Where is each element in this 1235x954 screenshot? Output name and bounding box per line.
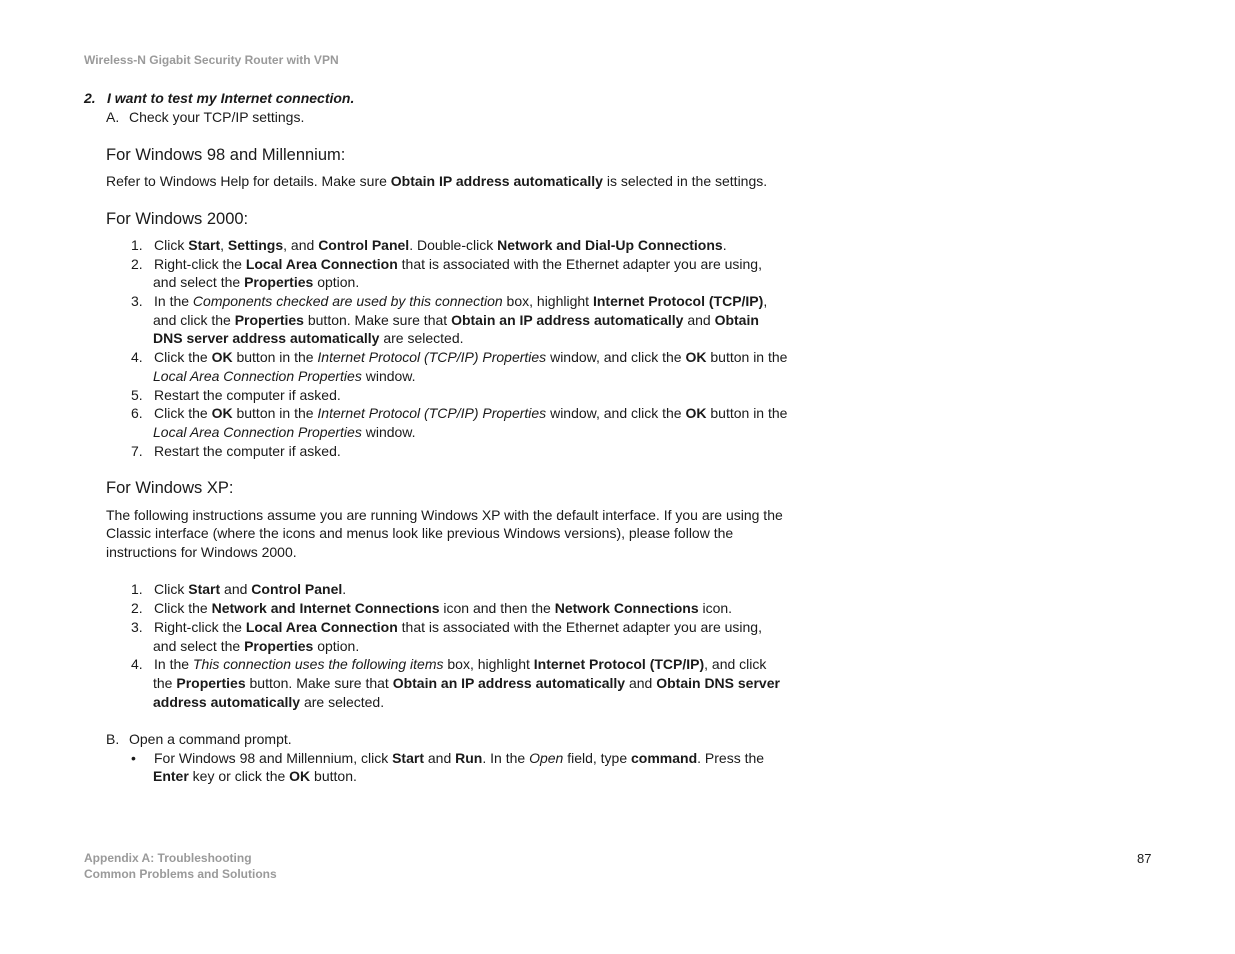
- text-run: ,: [763, 293, 768, 309]
- item-number: 3.: [131, 293, 143, 309]
- bold-run: Start: [188, 237, 221, 253]
- text-run: are selected.: [379, 330, 464, 346]
- winxp-intro-l3: instructions for Windows 2000.: [106, 544, 297, 560]
- bold-run: command: [631, 750, 698, 766]
- bold-run: Local Area Connection: [245, 256, 398, 272]
- win2000-item-5: [131, 387, 341, 403]
- text-run: and: [625, 675, 657, 691]
- text-run: Click the: [154, 600, 212, 616]
- text-run: the: [153, 675, 177, 691]
- text-run: key or click the: [188, 768, 290, 784]
- text-run: Click: [154, 581, 189, 597]
- bullet-glyph: •: [131, 750, 136, 766]
- step-a: [106, 109, 304, 125]
- item-number: 7.: [131, 443, 143, 459]
- win2000-item-2-cont: [153, 274, 359, 290]
- step-b: [106, 731, 292, 747]
- bold-run: Control Panel: [251, 581, 343, 597]
- text-run: . In the: [482, 750, 530, 766]
- text-run: Right-click the: [154, 256, 246, 272]
- bold-run: Obtain an IP address automatically: [451, 312, 684, 328]
- winxp-item-2: [131, 600, 732, 616]
- item-number: 4.: [131, 349, 143, 365]
- win2000-item-4: [131, 349, 787, 365]
- win2000-item-4-cont: [153, 368, 416, 384]
- step-b-bullet-item: [131, 750, 764, 766]
- bold-run: Network Connections: [554, 600, 699, 616]
- text-run: window.: [361, 424, 416, 440]
- bold-run: Obtain IP address automatically: [390, 173, 603, 189]
- item-number: 1.: [131, 581, 143, 597]
- winxp-intro-l1: The following instructions assume you are running Windows XP with the default interface. If you are using the: [106, 507, 783, 523]
- italic-run: Open: [529, 750, 564, 766]
- text-run: button. Make sure that: [303, 312, 452, 328]
- bold-run: OK: [211, 405, 233, 421]
- text-run: , and: [283, 237, 319, 253]
- bold-run: Obtain: [714, 312, 759, 328]
- text-run: box, highlight: [502, 293, 593, 309]
- bold-run: DNS server address automatically: [153, 330, 380, 346]
- text-run: and select the: [153, 638, 245, 654]
- text-run: Restart the computer if asked.: [154, 387, 341, 403]
- win2000-item-1: [131, 237, 727, 253]
- winxp-item-4-cont: [153, 675, 780, 691]
- italic-run: Local Area Connection Properties: [153, 368, 362, 384]
- text-run: button in the: [706, 349, 788, 365]
- text-run: box, highlight: [443, 656, 534, 672]
- text-run: Right-click the: [154, 619, 246, 635]
- text-run: field, type: [563, 750, 632, 766]
- item-number: 5.: [131, 387, 143, 403]
- win2000-item-2: [131, 256, 762, 272]
- text-run: .: [342, 581, 347, 597]
- text-run: are selected.: [300, 694, 385, 710]
- text-run: and: [683, 312, 715, 328]
- text-run: In the: [154, 656, 193, 672]
- winxp-item-1: [131, 581, 346, 597]
- text-run: and select the: [153, 274, 245, 290]
- bold-run: OK: [289, 768, 311, 784]
- step-b-bullet-item-cont: [153, 768, 357, 784]
- text-run: . Press the: [697, 750, 765, 766]
- text-run: window, and click the: [546, 349, 686, 365]
- bold-run: Obtain DNS server: [656, 675, 780, 691]
- item-number: 1.: [131, 237, 143, 253]
- text-run: button in the: [706, 405, 788, 421]
- step-b-text: Open a command prompt.: [129, 731, 292, 747]
- text-run: window.: [361, 368, 416, 384]
- bold-run: OK: [211, 349, 233, 365]
- footer-section-title: Appendix A: Troubleshooting: [84, 851, 252, 865]
- text-run: . Double-click: [409, 237, 498, 253]
- text-run: .: [722, 237, 727, 253]
- bold-run: address automatically: [153, 694, 301, 710]
- winxp-intro-l2: Classic interface (where the icons and menus look like previous Windows versions), please follow the: [106, 525, 734, 541]
- item-number: 3.: [131, 619, 143, 635]
- win2000-item-3: [131, 293, 767, 309]
- question-number: 2.: [84, 90, 96, 106]
- winxp-item-4: [131, 656, 766, 672]
- win2000-item-3-cont2: [153, 330, 464, 346]
- text-run: and: [220, 581, 252, 597]
- bold-run: Control Panel: [318, 237, 410, 253]
- bold-run: Properties: [244, 274, 314, 290]
- winxp-item-3-cont: [153, 638, 359, 654]
- text-run: that is associated with the Ethernet adapter you are using,: [397, 256, 762, 272]
- win2000-item-6: [131, 405, 787, 421]
- bold-run: Properties: [244, 638, 314, 654]
- bold-run: Local Area Connection: [245, 619, 398, 635]
- text-run: is selected in the settings.: [602, 173, 768, 189]
- text-run: option.: [313, 638, 360, 654]
- text-run: Refer to Windows Help for details. Make sure: [106, 173, 391, 189]
- winxp-item-4-cont2: [153, 694, 384, 710]
- text-run: In the: [154, 293, 193, 309]
- question-text: I want to test my Internet connection.: [107, 90, 355, 106]
- italic-run: Components checked are used by this connection: [192, 293, 503, 309]
- step-a-text: Check your TCP/IP settings.: [129, 109, 305, 125]
- text-run: Click the: [154, 405, 212, 421]
- italic-run: Internet Protocol (TCP/IP) Properties: [317, 349, 547, 365]
- text-run: Click the: [154, 349, 212, 365]
- text-run: icon and then the: [439, 600, 555, 616]
- item-number: 4.: [131, 656, 143, 672]
- bold-run: OK: [685, 349, 707, 365]
- win98-heading: For Windows 98 and Millennium:: [106, 146, 346, 164]
- bold-run: OK: [685, 405, 707, 421]
- text-run: button in the: [232, 349, 318, 365]
- bold-run: Internet Protocol (TCP/IP): [533, 656, 705, 672]
- winxp-item-3: [131, 619, 762, 635]
- item-number: 2.: [131, 256, 143, 272]
- italic-run: Internet Protocol (TCP/IP) Properties: [317, 405, 547, 421]
- item-number: 2.: [131, 600, 143, 616]
- text-run: button.: [310, 768, 357, 784]
- bold-run: Run: [455, 750, 483, 766]
- step-a-label: A.: [106, 109, 120, 125]
- win2000-heading: For Windows 2000:: [106, 210, 249, 228]
- win2000-item-7: [131, 443, 341, 459]
- text-run: and: [424, 750, 456, 766]
- text-run: window, and click the: [546, 405, 686, 421]
- step-b-label: B.: [106, 731, 120, 747]
- text-run: For Windows 98 and Millennium, click: [154, 750, 393, 766]
- text-run: option.: [313, 274, 360, 290]
- question-heading: [84, 90, 354, 106]
- winxp-heading: For Windows XP:: [106, 479, 234, 497]
- text-run: Click: [154, 237, 189, 253]
- italic-run: This connection uses the following items: [192, 656, 444, 672]
- bold-run: Start: [392, 750, 424, 766]
- text-run: that is associated with the Ethernet adapter you are using,: [397, 619, 762, 635]
- bold-run: Obtain an IP address automatically: [392, 675, 626, 691]
- text-run: icon.: [698, 600, 733, 616]
- document-header: Wireless-N Gigabit Security Router with VPN: [84, 53, 339, 67]
- item-number: 6.: [131, 405, 143, 421]
- text-run: , and click: [704, 656, 767, 672]
- footer-subsection-title: Common Problems and Solutions: [84, 867, 277, 881]
- bold-run: Network and Internet Connections: [211, 600, 440, 616]
- bold-run: Properties: [176, 675, 246, 691]
- text-run: button in the: [232, 405, 318, 421]
- text-run: button. Make sure that: [245, 675, 393, 691]
- bold-run: Enter: [153, 768, 189, 784]
- win98-paragraph: [106, 173, 767, 189]
- win2000-item-6-cont: [153, 424, 416, 440]
- italic-run: Local Area Connection Properties: [153, 424, 362, 440]
- bold-run: Internet Protocol (TCP/IP): [592, 293, 764, 309]
- win2000-item-3-cont: [153, 312, 759, 328]
- bold-run: Network and Dial-Up Connections: [497, 237, 723, 253]
- bold-run: Settings: [227, 237, 284, 253]
- text-run: Restart the computer if asked.: [154, 443, 341, 459]
- page-number: 87: [1137, 851, 1152, 866]
- text-run: ,: [220, 237, 228, 253]
- bold-run: Start: [188, 581, 221, 597]
- bold-run: Properties: [234, 312, 304, 328]
- text-run: and click the: [153, 312, 235, 328]
